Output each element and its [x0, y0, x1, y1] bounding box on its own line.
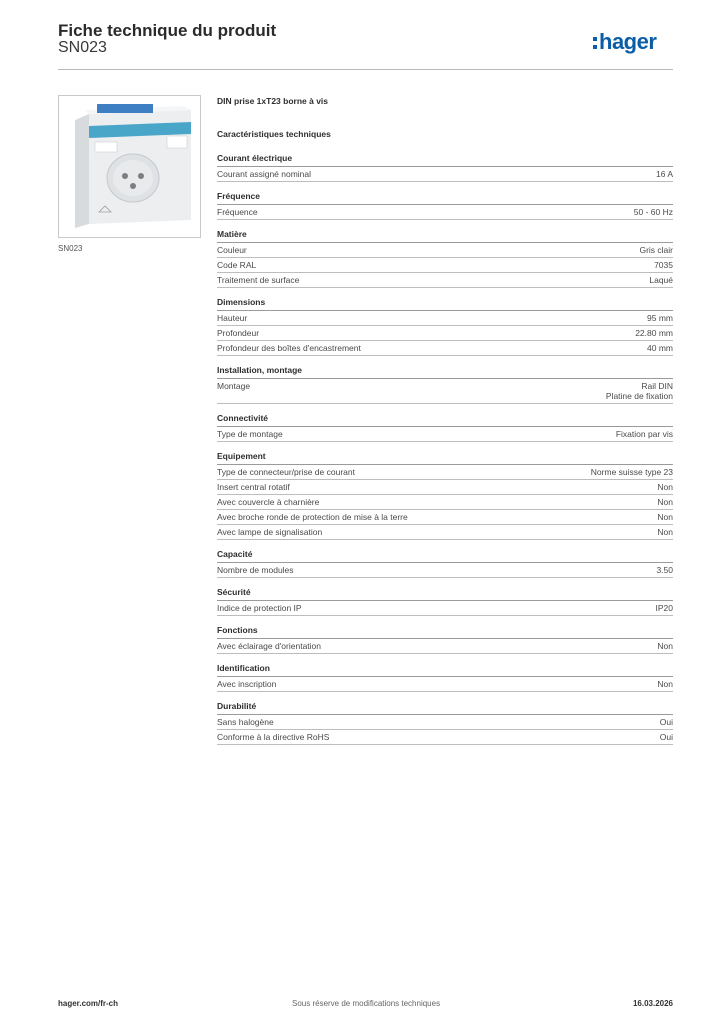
spec-value: [657, 527, 673, 537]
spec-value: [616, 429, 673, 439]
spec-row: [217, 510, 673, 525]
spec-value: [657, 679, 673, 689]
spec-value-line: 22.80 mm: [635, 328, 673, 338]
spec-label: Profondeur des boîtes d'encastrement: [217, 343, 361, 353]
product-name: DIN prise 1xT23 borne à vis: [217, 96, 329, 106]
footer-disclaimer: Sous réserve de modifications techniques: [292, 999, 441, 1008]
spec-group: [217, 152, 673, 182]
spec-row: [217, 311, 673, 326]
header-divider: [58, 69, 673, 70]
footer-website: hager.com/fr-ch: [58, 999, 119, 1008]
spec-value-line: Non: [657, 512, 673, 522]
spec-value: [634, 207, 673, 217]
spec-label: Code RAL: [217, 260, 257, 270]
spec-value-line: Non: [657, 497, 673, 507]
product-reference: SN023: [58, 39, 107, 56]
spec-group: [217, 190, 673, 220]
spec-row: [217, 379, 673, 404]
spec-value-line: Non: [657, 641, 673, 651]
spec-value: [647, 313, 673, 323]
spec-label: Sans halogène: [217, 717, 274, 727]
spec-value-line: Norme suisse type 23: [590, 467, 673, 477]
spec-value: [660, 732, 673, 742]
spec-value-line: 7035: [654, 260, 673, 270]
spec-value: [656, 169, 673, 179]
spec-value-line: 95 mm: [647, 313, 673, 323]
spec-group: [217, 624, 673, 654]
spec-row: [217, 427, 673, 442]
spec-group-title: Sécurité: [217, 586, 673, 601]
spec-value: [639, 245, 673, 255]
spec-row: [217, 273, 673, 288]
spec-row: [217, 326, 673, 341]
spec-group-title: Capacité: [217, 548, 673, 563]
spec-group: [217, 364, 673, 404]
spec-label: Type de connecteur/prise de courant: [217, 467, 355, 477]
spec-group-title: Installation, montage: [217, 364, 673, 379]
spec-row: [217, 243, 673, 258]
spec-group-title: Courant électrique: [217, 152, 673, 167]
spec-value: [657, 497, 673, 507]
spec-value: [591, 467, 673, 477]
spec-value-line: 16 A: [655, 169, 673, 179]
spec-row: [217, 258, 673, 273]
spec-groups: [217, 152, 673, 745]
spec-group-title: Fonctions: [217, 624, 673, 639]
spec-group: [217, 412, 673, 442]
spec-value-line: Fixation par vis: [615, 429, 673, 439]
spec-group-title: Fréquence: [217, 190, 673, 205]
spec-group: [217, 228, 673, 288]
spec-label: Avec couvercle à charnière: [217, 497, 320, 507]
spec-row: [217, 715, 673, 730]
spec-value: [657, 482, 673, 492]
spec-value-line: 50 - 60 Hz: [633, 207, 673, 217]
spec-row: [217, 465, 673, 480]
spec-group: [217, 296, 673, 356]
spec-value-line: Oui: [659, 732, 673, 742]
spec-value: [654, 260, 673, 270]
spec-value: [660, 717, 673, 727]
spec-label: Fréquence: [217, 207, 258, 217]
spec-label: Nombre de modules: [217, 565, 294, 575]
spec-value-line: Laqué: [649, 275, 673, 285]
spec-value: [656, 565, 673, 575]
spec-group-title: Durabilité: [217, 700, 673, 715]
spec-value: [649, 275, 673, 285]
spec-label: Conforme à la directive RoHS: [217, 732, 330, 742]
spec-label: Type de montage: [217, 429, 283, 439]
spec-label: Avec inscription: [217, 679, 277, 689]
spec-label: Traitement de surface: [217, 275, 300, 285]
spec-label: Hauteur: [217, 313, 248, 323]
page-title: Fiche technique du produit: [58, 21, 277, 40]
spec-group-title: Identification: [217, 662, 673, 677]
spec-label: Avec éclairage d'orientation: [217, 641, 322, 651]
spec-value-line: Rail DIN: [641, 381, 673, 391]
spec-row: [217, 601, 673, 616]
spec-value: [657, 512, 673, 522]
product-image-caption: SN023: [58, 244, 83, 253]
spec-label: Couleur: [217, 245, 247, 255]
spec-label: Avec lampe de signalisation: [217, 527, 323, 537]
spec-group: [217, 586, 673, 616]
spec-label: Courant assigné nominal: [217, 169, 312, 179]
socket-illustration: [59, 96, 200, 237]
spec-group: [217, 662, 673, 692]
spec-group: [217, 450, 673, 540]
spec-row: [217, 480, 673, 495]
spec-row: [217, 639, 673, 654]
spec-row: [217, 495, 673, 510]
spec-value: [656, 603, 674, 613]
spec-group: [217, 548, 673, 578]
spec-row: [217, 205, 673, 220]
spec-row: [217, 341, 673, 356]
spec-row: [217, 525, 673, 540]
spec-row: [217, 677, 673, 692]
spec-value-line: Oui: [659, 717, 673, 727]
footer-date: 16.03.2026: [632, 999, 673, 1008]
spec-value-line: Non: [657, 679, 673, 689]
spec-label: Indice de protection IP: [217, 603, 302, 613]
spec-value-line: Non: [657, 482, 673, 492]
hager-logo: [592, 26, 674, 58]
spec-value: [657, 641, 673, 651]
spec-value-line: 3.50: [656, 565, 673, 575]
spec-row: [217, 730, 673, 745]
spec-value-line: Non: [657, 527, 673, 537]
spec-label: Profondeur: [217, 328, 260, 338]
logo-text: hager: [599, 29, 657, 54]
spec-group: [217, 700, 673, 745]
spec-label: Avec broche ronde de protection de mise à la terre: [217, 512, 408, 522]
spec-row: [217, 167, 673, 182]
spec-value-line: Platine de fixation: [605, 391, 673, 401]
spec-label: Montage: [217, 381, 251, 391]
spec-row: [217, 563, 673, 578]
spec-value: [606, 381, 673, 401]
spec-group-title: Dimensions: [217, 296, 673, 311]
spec-group-title: Matière: [217, 228, 673, 243]
spec-label: Insert central rotatif: [217, 482, 290, 492]
spec-value-line: 40 mm: [647, 343, 673, 353]
spec-value: [635, 328, 673, 338]
spec-value-line: IP20: [655, 603, 673, 613]
spec-group-title: Equipement: [217, 450, 673, 465]
spec-table: [217, 94, 673, 745]
product-image: [58, 95, 201, 238]
specs-heading: Caractéristiques techniques: [217, 129, 331, 139]
spec-value: [647, 343, 673, 353]
spec-value-line: Gris clair: [639, 245, 673, 255]
spec-group-title: Connectivité: [217, 412, 673, 427]
